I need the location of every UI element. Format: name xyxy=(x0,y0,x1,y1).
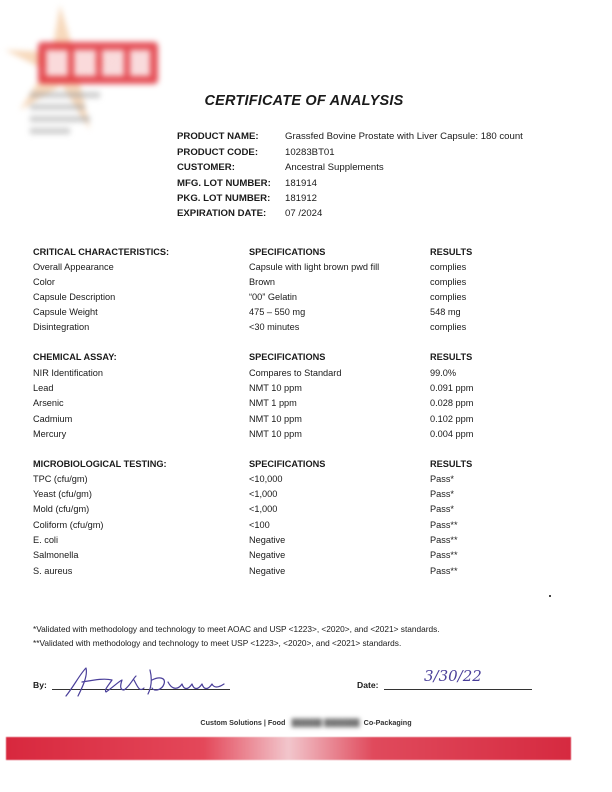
test-name: TPC (cfu/gm) xyxy=(33,474,88,484)
test-result: 548 mg xyxy=(430,307,461,317)
test-name: Overall Appearance xyxy=(33,262,114,272)
test-result: 0.091 ppm xyxy=(430,383,474,393)
handwritten-signature xyxy=(60,662,235,702)
test-name: Coliform (cfu/gm) xyxy=(33,520,104,530)
results-heading: RESULTS xyxy=(430,459,473,469)
field-label: EXPIRATION DATE: xyxy=(177,208,267,219)
test-name: Cadmium xyxy=(33,414,73,424)
field-label: PRODUCT CODE: xyxy=(177,147,259,158)
test-result: complies xyxy=(430,292,467,302)
test-name: Salmonella xyxy=(33,550,79,560)
spec-heading: SPECIFICATIONS xyxy=(249,352,326,362)
test-result: Pass** xyxy=(430,535,458,545)
test-result: 0.028 ppm xyxy=(430,398,474,408)
test-name: Capsule Weight xyxy=(33,307,98,317)
spec-heading: SPECIFICATIONS xyxy=(249,459,326,469)
field-value: Ancestral Supplements xyxy=(285,162,384,173)
by-label: By: xyxy=(33,680,47,690)
section-heading: MICROBIOLOGICAL TESTING: xyxy=(33,459,167,469)
field-value: 10283BT01 xyxy=(285,147,335,158)
test-spec: Negative xyxy=(249,550,286,560)
field-label: PKG. LOT NUMBER: xyxy=(177,193,271,204)
test-name: Mercury xyxy=(33,429,67,439)
test-spec: Capsule with light brown pwd fill xyxy=(249,262,380,272)
spec-heading: SPECIFICATIONS xyxy=(249,247,326,257)
test-spec: NMT 10 ppm xyxy=(249,429,302,439)
test-spec: <30 minutes xyxy=(249,322,300,332)
test-name: Disintegration xyxy=(33,322,90,332)
document-title: CERTIFICATE OF ANALYSIS xyxy=(204,93,404,109)
test-result: 0.102 ppm xyxy=(430,414,474,424)
test-result: complies xyxy=(430,277,467,287)
test-spec: Compares to Standard xyxy=(249,368,342,378)
test-spec: NMT 1 ppm xyxy=(249,398,297,408)
section-heading: CHEMICAL ASSAY: xyxy=(33,352,117,362)
field-value: 181914 xyxy=(285,178,318,189)
field-value: 181912 xyxy=(285,193,318,204)
test-name: Lead xyxy=(33,383,54,393)
date-label: Date: xyxy=(357,680,379,690)
test-result: Pass* xyxy=(430,489,455,499)
footer-tagline xyxy=(0,718,612,727)
test-spec: 475 – 550 mg xyxy=(249,307,306,317)
field-label: PRODUCT NAME: xyxy=(177,131,259,142)
test-spec: <1,000 xyxy=(249,489,278,499)
test-spec: Negative xyxy=(249,566,286,576)
field-value: 07 /2024 xyxy=(285,208,323,219)
test-result: Pass** xyxy=(430,520,458,530)
test-spec: Negative xyxy=(249,535,286,545)
test-name: E. coli xyxy=(33,535,59,545)
test-name: NIR Identification xyxy=(33,368,103,378)
test-spec: NMT 10 ppm xyxy=(249,414,302,424)
test-name: Capsule Description xyxy=(33,292,116,302)
test-result: Pass** xyxy=(430,550,458,560)
test-result: complies xyxy=(430,262,467,272)
test-spec: Brown xyxy=(249,277,276,287)
test-result: Pass** xyxy=(430,566,458,576)
scan-speck xyxy=(549,595,551,597)
footer-left-text: Custom Solutions | Food xyxy=(200,718,286,727)
test-name: Arsenic xyxy=(33,398,64,408)
test-spec: NMT 10 ppm xyxy=(249,383,302,393)
test-spec: <10,000 xyxy=(249,474,283,484)
field-label: MFG. LOT NUMBER: xyxy=(177,178,271,189)
footer-right-text: Co-Packaging xyxy=(363,718,412,727)
test-spec: “00” Gelatin xyxy=(249,292,298,302)
test-name: Yeast (cfu/gm) xyxy=(33,489,92,499)
field-value: Grassfed Bovine Prostate with Liver Capsule: 180 count xyxy=(285,131,523,142)
footnote-usp: **Validated with methodology and technology to meet USP <1223>, <2020>, and <2021> standards. xyxy=(33,638,402,648)
test-result: 99.0% xyxy=(430,368,457,378)
test-name: Mold (cfu/gm) xyxy=(33,504,90,514)
test-spec: <100 xyxy=(249,520,270,530)
section-heading: CRITICAL CHARACTERISTICS: xyxy=(33,247,170,257)
test-name: Color xyxy=(33,277,55,287)
test-spec: <1,000 xyxy=(249,504,278,514)
redacted-text: ██████ ███████ xyxy=(287,718,362,727)
test-result: Pass* xyxy=(430,474,455,484)
company-logo xyxy=(0,0,175,150)
test-result: complies xyxy=(430,322,467,332)
test-result: 0.004 ppm xyxy=(430,429,474,439)
test-result: Pass* xyxy=(430,504,455,514)
handwritten-date: 3/30/22 xyxy=(424,667,482,685)
footnote-aoac: *Validated with methodology and technology to meet AOAC and USP <1223>, <2020>, and <2021> standards. xyxy=(33,624,440,634)
results-heading: RESULTS xyxy=(430,352,473,362)
field-label: CUSTOMER: xyxy=(177,162,235,173)
footer-color-bar xyxy=(6,737,571,760)
date-line xyxy=(384,689,532,690)
test-name: S. aureus xyxy=(33,566,73,576)
results-heading: RESULTS xyxy=(430,247,473,257)
